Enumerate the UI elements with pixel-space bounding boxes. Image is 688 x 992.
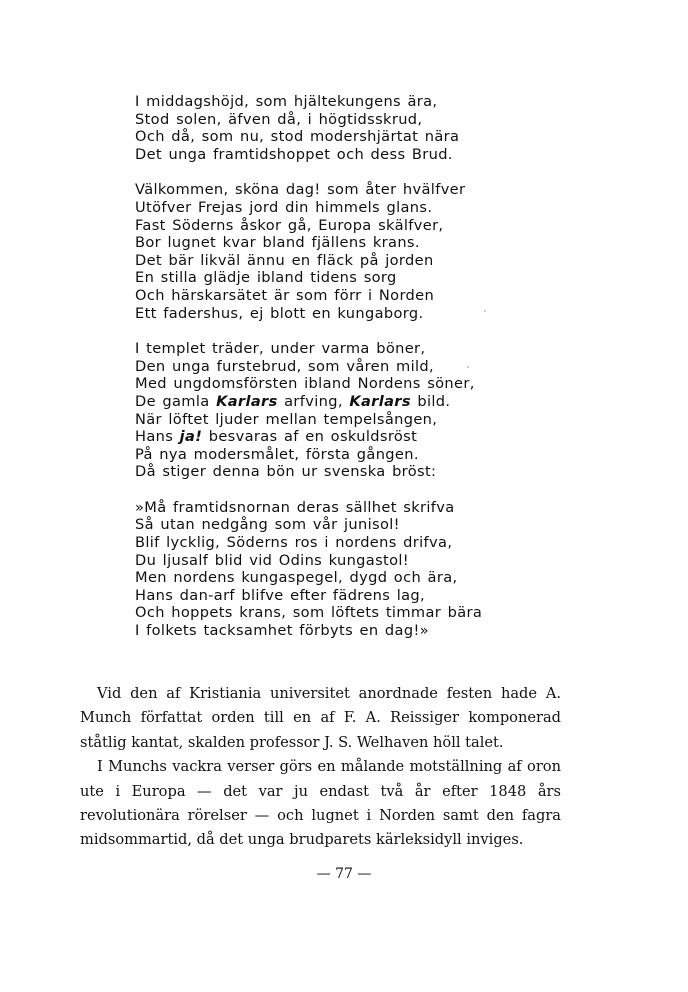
poem-line: Då stiger denna bön ur svenska bröst: [135, 463, 437, 481]
poem-line: Hans dan-arf blifve efter fädrens lag, [135, 586, 426, 604]
page-number: — 77 — [316, 866, 372, 882]
poem-line: Utöfver Frejas jord din himmels glans. [135, 198, 433, 216]
paper-speck [484, 310, 486, 312]
poem-line: Bor lugnet kvar bland fjällens krans. [135, 234, 420, 252]
poem-line: En stilla glädje ibland tidens sorg [135, 269, 397, 287]
poem-line: Du ljusalf blid vid Odins kungastol! [135, 551, 409, 569]
poem-line: På nya modersmålet, första gången. [135, 445, 419, 463]
emphasized-word: Karlars [349, 392, 411, 410]
poem-stanza-2 [135, 181, 515, 322]
poem-line: I middagshöjd, som hjältekungens ära, [135, 93, 438, 110]
poem-line: När löftet ljuder mellan tempelsången, [135, 410, 438, 428]
poem-stanza-1 [135, 93, 515, 163]
poem-line: Det unga framtidshoppet och dess Brud. [135, 145, 453, 163]
paragraph: Vid den af Kristiania universitet anordnade festen hade A. Munch författat orden till en af F. A. Reissiger komponerad ståtlig kantat, skalden professor J. S. Welhaven höll talet. [80, 685, 561, 751]
poem-line: Det bär likväl ännu en fläck på jorden [135, 251, 434, 269]
poem-line: Stod solen, äfven då, i högtidsskrud, [135, 110, 423, 128]
poem-line: Så utan nedgång som vår junisol! [135, 516, 400, 534]
poem-line: I templet träder, under varma böner, [135, 340, 426, 358]
poem [135, 93, 515, 640]
poem-line: Blif lycklig, Söderns ros i nordens drifva, [135, 534, 453, 552]
line-text: arfving, [277, 392, 350, 410]
poem-line: Ett fadershus, ej blott en kungaborg. [135, 304, 424, 322]
poem-line-emphasis [135, 393, 515, 411]
poem-line: »Må framtidsnornan deras sällhet skrifva [135, 498, 455, 516]
line-text: bild. [410, 392, 451, 410]
emphasized-word: Karlars [216, 392, 278, 410]
prose-body [80, 682, 561, 853]
line-text: De gamla [135, 392, 217, 410]
poem-stanza-4 [135, 499, 515, 640]
poem-line: Med ungdomsförsten ibland Nordens söner, [135, 375, 475, 393]
paper-speck [467, 366, 469, 368]
poem-line: Och då, som nu, stod modershjärtat nära [135, 128, 460, 146]
line-text: besvaras af en oskuldsröst [202, 428, 418, 446]
poem-line: Och hoppets krans, som löftets timmar bära [135, 604, 483, 622]
line-text: Hans [135, 428, 180, 446]
poem-line: Men nordens kungaspegel, dygd och ära, [135, 569, 458, 587]
poem-line: I folkets tacksamhet förbyts en dag!» [135, 622, 429, 640]
poem-line: Och härskarsätet är som förr i Norden [135, 286, 435, 304]
poem-line: Fast Söderns åskor gå, Europa skälfver, [135, 216, 444, 234]
poem-line-emphasis [135, 428, 515, 446]
poem-line: Den unga furstebrud, som våren mild, [135, 357, 435, 375]
poem-line: Välkommen, sköna dag! som åter hvälfver [135, 181, 466, 199]
emphasized-word: ja! [179, 428, 203, 446]
paragraph: I Munchs vackra verser görs en målande motställning af oron ute i Europa — det var ju endast två år efter 1848 års revolutionära rörelser — och lugnet i Norden samt den fagra midsommartid, då det unga brudparets kärleksidyll inviges. [80, 758, 561, 849]
poem-stanza-3 [135, 340, 515, 481]
